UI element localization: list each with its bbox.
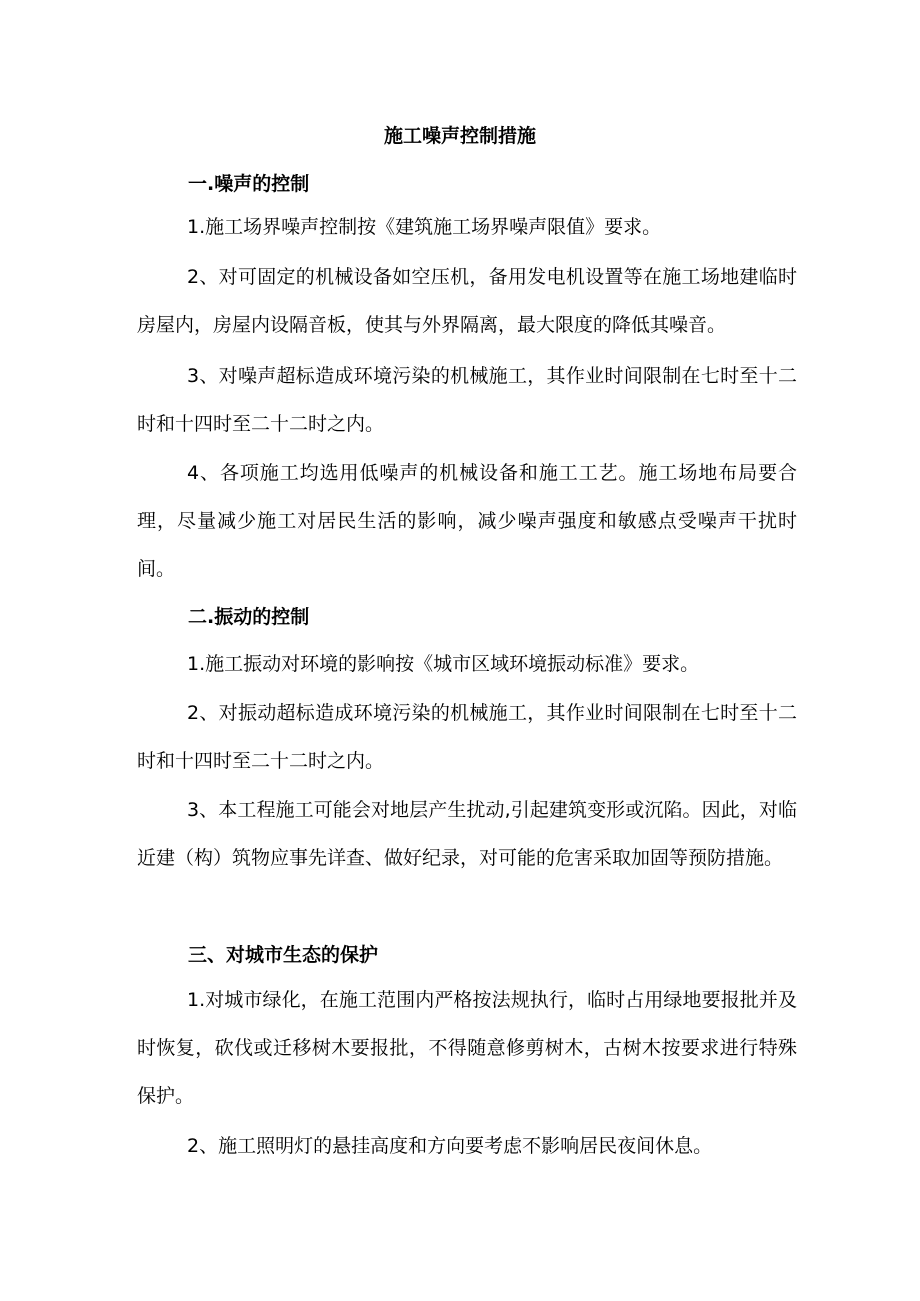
section-heading-ecology: 三、对城市生态的保护 [188,944,379,966]
paragraph: 3、本工程施工可能会对地层产生扰动,引起建筑变形或沉陷。因此，对临近建（构）筑物应事先详查、做好纪录，对可能的危害采取加固等预防措施。 [137,799,797,869]
paragraph: 1.施工场界噪声控制按《建筑施工场界噪声限值》要求。 [187,216,662,238]
paragraph: 4、各项施工均选用低噪声的机械设备和施工工艺。施工场地布局要合理，尽量减少施工对居民生活的影响，减少噪声强度和敏感点受噪声干扰时间。 [137,462,797,580]
paragraph: 1.对城市绿化，在施工范围内严格按法规执行，临时占用绿地要报批并及时恢复，砍伐或迁移树木要报批，不得随意修剪树木，古树木按要求进行特殊保护。 [137,989,797,1107]
paragraph: 2、对可固定的机械设备如空压机，备用发电机设置等在施工场地建临时房屋内，房屋内设隔音板，使其与外界隔离，最大限度的降低其噪音。 [137,266,797,336]
section-heading-vibration: 二.振动的控制 [188,606,310,628]
paragraph: 2、对振动超标造成环境污染的机械施工，其作业时间限制在七时至十二时和十四时至二十二时之内。 [137,702,797,772]
document-title: 施工噪声控制措施 [383,125,536,147]
section-heading-noise: 一.噪声的控制 [188,173,310,195]
paragraph: 1.施工振动对环境的影响按《城市区域环境振动标准》要求。 [187,653,700,675]
paragraph: 2、施工照明灯的悬挂高度和方向要考虑不影响居民夜间休息。 [187,1135,713,1157]
paragraph: 3、对噪声超标造成环境污染的机械施工，其作业时间限制在七时至十二时和十四时至二十二时之内。 [137,365,797,435]
